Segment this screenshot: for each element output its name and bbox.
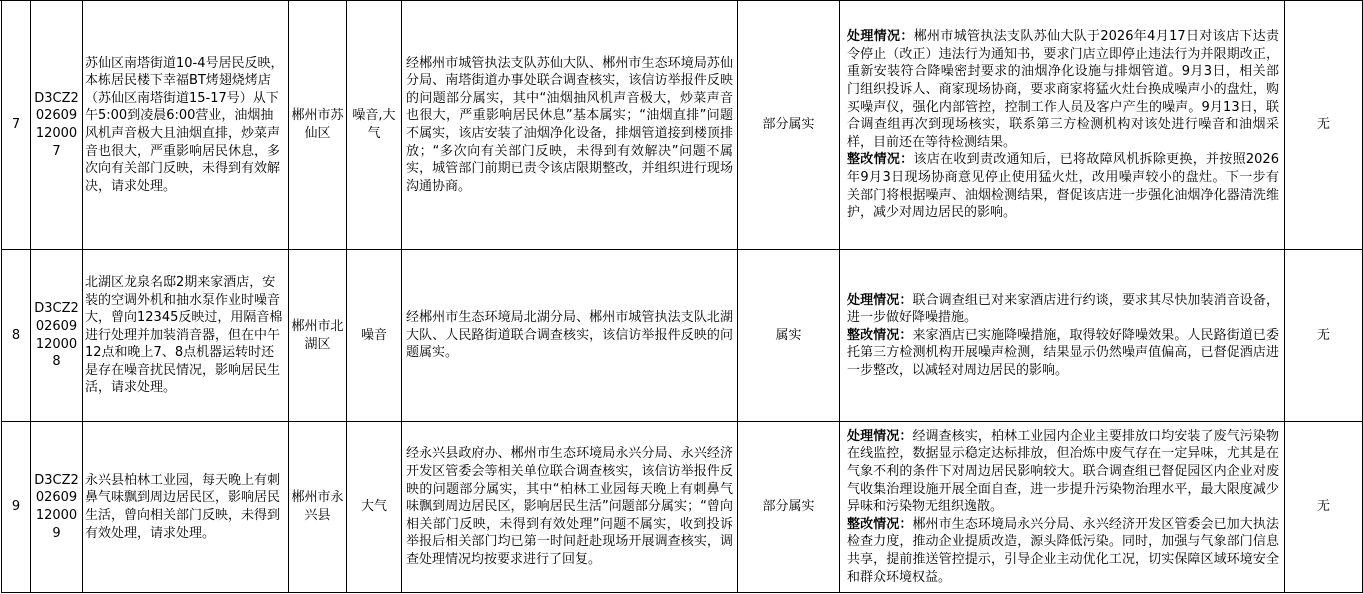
rectify-label: 整改情况： bbox=[847, 516, 913, 532]
rectify-text: 该店在收到责改通知后，已将故障风机拆除更换，并按照2026年9月3日现场协商意见停止使用猛火灶，改用噪声较小的盘灶。下一步有关部门将根据噪声、油烟检测结果，督促该店进一步强化油烟净化器清洗维护，减少对周边居民的影响。 bbox=[847, 152, 1279, 221]
handling bbox=[840, 250, 1285, 422]
verification: 经永兴县政府办、郴州市生态环境局永兴分局、永兴经济开发区管委会等相关单位联合调查核实，该信访举报件反映的问题部分属实，其中“柏林工业园每天晚上有刺鼻气味飘到周边居民区，影响居民生活”问题部分属实；“曾向相关部门反映，未得到有效处理”问题不属实，收到投诉举报后相关部门均已第一时间赶赴现场开展调查核实，调查处理情况均按要求进行了回复。 bbox=[402, 422, 738, 593]
complaint-content: 永兴县柏林工业园，每天晚上有刺鼻气味飘到周边居民区，影响居民生活，曾向相关部门反映，未得到有效处理，请求处理。 bbox=[83, 422, 289, 593]
row-number: 7 bbox=[2, 1, 31, 250]
complaint-id: D3CZ2 02609 12000 9 bbox=[31, 422, 83, 593]
accountability: 无 bbox=[1285, 250, 1363, 422]
verification-result: 部分属实 bbox=[738, 422, 840, 593]
row-number: 9 bbox=[2, 422, 31, 593]
complaint-id: D3CZ2 02609 12000 7 bbox=[31, 1, 83, 250]
rectify-text: 来家酒店已实施降噪措施，取得较好降噪效果。人民路街道已委托第三方检测机构开展噪声检测，结果显示仍然噪声值偏高，已督促酒店进一步整改，以减轻对周边居民的影响。 bbox=[847, 327, 1279, 378]
region: 郴州市北湖区 bbox=[289, 250, 347, 422]
complaint-content: 北湖区龙泉名邸2期来家酒店，安装的空调外机和抽水泵作业时噪音大，曾向12345反映过，用隔音棉进行处理并加装消音器，但在中午12点和晚上7、8点机器运转时还是存在噪音扰民情况，影响居民生活，请求处理。 bbox=[83, 250, 289, 422]
handle-text: 联合调查组已对来家酒店进行约谈，要求其尽快加装消音设备，进一步做好降噪措施。 bbox=[847, 292, 1279, 326]
accountability: 无 bbox=[1285, 1, 1363, 250]
table-row bbox=[2, 250, 1363, 422]
verification-result: 部分属实 bbox=[738, 1, 840, 250]
region: 郴州市永兴县 bbox=[289, 422, 347, 593]
complaint-id: D3CZ2 02609 12000 8 bbox=[31, 250, 83, 422]
pollution-type: 噪音 bbox=[347, 250, 402, 422]
rectify-label: 整改情况： bbox=[847, 152, 914, 168]
pollution-type: 大气 bbox=[347, 422, 402, 593]
rectify-text: 郴州市生态环境局永兴分局、永兴经济开发区管委会已加大执法检查力度，推动企业提质改造，源头降低污染。同时，加强与气象部门信息共享，提前推送管控提示，引导企业主动优化工况，切实保障区域环境安全和群众环境权益。 bbox=[847, 516, 1279, 585]
verification: 经郴州市城管执法支队苏仙大队、郴州市生态环境局苏仙分局、南塔街道办事处联合调查核实，该信访举报件反映的问题部分属实，其中“油烟抽风机声音极大，炒菜声音也很大，严重影响居民休息”基本属实；“油烟直排”问题不属实，该店安装了油烟净化设备，排烟管道接到楼顶排放；“多次向有关部门反映，未得到有效解决”问题不属实，城管部门前期已责令该店限期整改，并组织进行现场沟通协商。 bbox=[402, 1, 738, 250]
row-number: 8 bbox=[2, 250, 31, 422]
pollution-type: 噪音,大气 bbox=[347, 1, 402, 250]
verification: 经郴州市生态环境局北湖分局、郴州市城管执法支队北湖大队、人民路街道联合调查核实，该信访举报件反映的问题属实。 bbox=[402, 250, 738, 422]
verification-result: 属实 bbox=[738, 250, 840, 422]
region: 郴州市苏仙区 bbox=[289, 1, 347, 250]
accountability: 无 bbox=[1285, 422, 1363, 593]
handling bbox=[840, 1, 1285, 250]
handling bbox=[840, 422, 1285, 593]
rectify-label: 整改情况： bbox=[847, 327, 913, 343]
handle-text: 经调查核实，柏林工业园内企业主要排放口均安装了废气污染物在线监控，数据显示稳定达标排放，但冶炼中废气存在一定异味，尤其是在气象不利的条件下对周边居民影响较大。联合调查组已督促园区内企业对废气收集治理设施开展全面自查，进一步提升污染物治理水平，最大限度减少异味和污染物无组织逸散。 bbox=[847, 428, 1279, 515]
handle-label: 处理情况： bbox=[847, 292, 913, 308]
complaint-content: 苏仙区南塔街道10-4号居民反映，本栋居民楼下幸福BT烤翅烧烤店（苏仙区南塔街道15-17号）从下午5:00到凌晨6:00营业，油烟抽风机声音极大且油烟直排，炒菜声音也很大，严重影响居民休息，多次向有关部门反映，未得到有效解决，请求处理。 bbox=[83, 1, 289, 250]
handle-label: 处理情况： bbox=[847, 29, 914, 45]
table-row bbox=[2, 1, 1363, 250]
handle-label: 处理情况： bbox=[847, 428, 913, 444]
table-row bbox=[2, 422, 1363, 593]
handle-text: 郴州市城管执法支队苏仙大队于2026年4月17日对该店下达责令停止（改正）违法行为通知书，要求门店立即停止违法行为并限期改正，重新安装符合降噪密封要求的油烟净化设施与排烟管道。9月3日，相关部门组织投诉人、商家现场协商，要求商家将猛火灶台换成噪声小的盘灶，购买噪声仪，强化内部管控，控制工作人员及客户产生的噪声。9月13日，联合调查组再次到现场核实，联系第三方检测机构对该处进行噪音和油烟采样，目前还在等待检测结果。 bbox=[847, 29, 1279, 150]
complaint-table bbox=[1, 0, 1363, 593]
